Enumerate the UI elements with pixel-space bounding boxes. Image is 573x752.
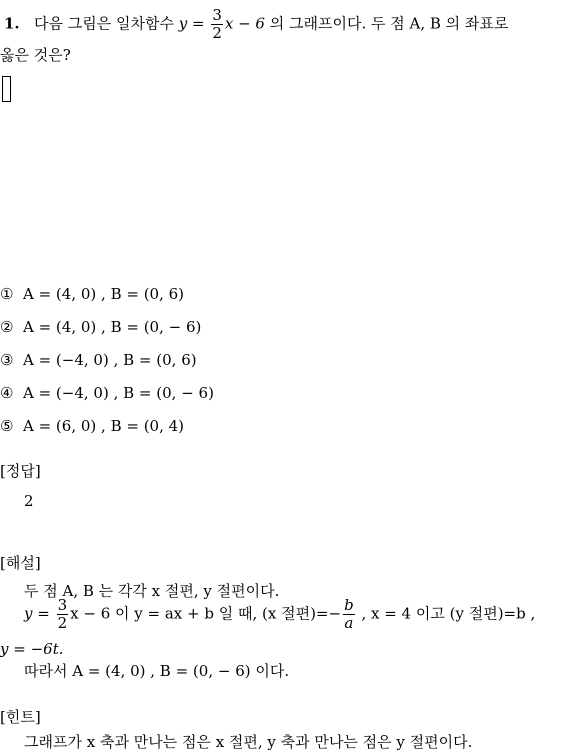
choice-4-text: A = (−4, 0) , B = (0, − 6) xyxy=(23,384,214,402)
explanation-line-1: 두 점 A, B 는 각각 x 절편, y 절편이다. xyxy=(24,582,280,600)
choice-1[interactable] xyxy=(0,285,184,303)
choice-5[interactable] xyxy=(0,417,184,435)
explanation-line-2 xyxy=(24,598,535,631)
choice-3-text: A = (−4, 0) , B = (0, 6) xyxy=(23,351,197,369)
explanation-line-3: y = −6t. xyxy=(0,640,64,658)
explanation-fraction xyxy=(57,598,69,631)
equation-fraction xyxy=(211,8,223,41)
question-line-1 xyxy=(4,8,508,41)
choice-1-text: A = (4, 0) , B = (0, 6) xyxy=(23,285,185,303)
fraction-numerator: 3 xyxy=(212,6,222,24)
choice-5-text: A = (6, 0) , B = (0, 4) xyxy=(23,417,185,435)
choice-4[interactable] xyxy=(0,384,214,402)
explanation-fraction-b: b xyxy=(344,596,354,614)
choice-2-text: A = (4, 0) , B = (0, − 6) xyxy=(23,318,202,336)
choice-2[interactable] xyxy=(0,318,201,336)
question-prefix: 다음 그림은 일차함수 xyxy=(33,14,174,33)
choice-3[interactable] xyxy=(0,351,197,369)
explanation-fraction-a: a xyxy=(344,614,354,632)
answer-heading: [정답] xyxy=(0,462,41,480)
explanation-heading: [해설] xyxy=(0,554,41,572)
explanation-fraction-numerator: 3 xyxy=(57,596,68,614)
choice-4-mark: ④ xyxy=(0,384,14,402)
explanation-eq-end: , x = 4 이고 (y 절편)=b , xyxy=(356,604,536,623)
question-suffix: 의 그래프이다. 두 점 A, B 의 좌표로 xyxy=(269,14,509,33)
answer-value: 2 xyxy=(24,492,34,510)
explanation-eq-middle: x − 6 이 y = ax + b 일 때, (x 절편)=− xyxy=(70,604,342,623)
question-number: 1. xyxy=(4,14,20,33)
question-line-2: 옳은 것은? xyxy=(0,46,71,64)
explanation-eq-lhs: y = xyxy=(24,604,50,623)
choice-3-mark: ③ xyxy=(0,351,14,369)
fraction-denominator: 2 xyxy=(212,24,222,42)
choice-1-mark: ① xyxy=(0,285,14,303)
explanation-fraction-ba xyxy=(343,598,355,631)
hint-heading: [힌트] xyxy=(0,708,41,726)
equation-lhs: y = xyxy=(178,14,205,33)
choice-2-mark: ② xyxy=(0,318,14,336)
choice-5-mark: ⑤ xyxy=(0,417,14,435)
explanation-fraction-denominator: 2 xyxy=(57,614,68,632)
graph-image-placeholder xyxy=(2,76,11,102)
explanation-line-4: 따라서 A = (4, 0) , B = (0, − 6) 이다. xyxy=(24,662,290,680)
equation-rhs: x − 6 xyxy=(224,14,265,33)
hint-text: 그래프가 x 축과 만나는 점은 x 절편, y 축과 만나는 점은 y 절편이다. xyxy=(24,733,473,751)
